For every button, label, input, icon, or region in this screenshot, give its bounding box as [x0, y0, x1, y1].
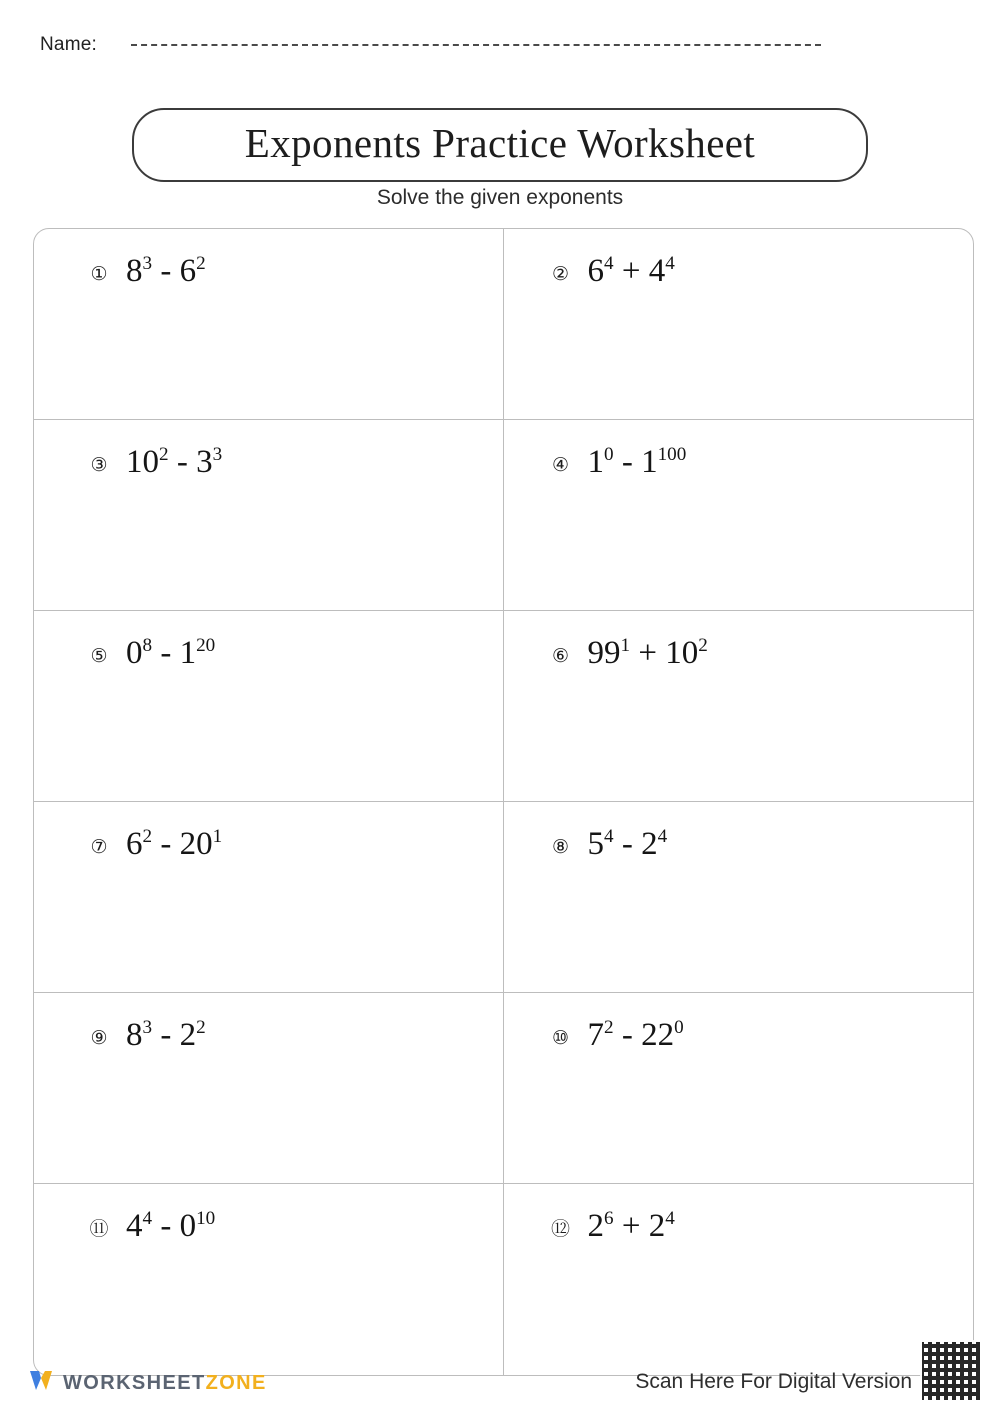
problem-number: ④ [551, 455, 570, 476]
term-base: 6 [587, 253, 604, 289]
problem-number: ① [90, 264, 108, 285]
problem-expression [588, 1017, 684, 1053]
logo-text-accent: ZONE [205, 1371, 267, 1394]
name-row [40, 34, 840, 56]
term-exponent: 4 [665, 253, 675, 274]
term-exponent: 2 [159, 444, 169, 465]
problem-number: ⑤ [90, 646, 108, 667]
problem-expression [588, 1208, 675, 1244]
term-base: 2 [641, 826, 658, 862]
term-exponent: 20 [196, 635, 216, 656]
worksheet-zone-logo[interactable] [28, 1368, 267, 1398]
problem-cell[interactable] [504, 993, 974, 1184]
name-label: Name: [40, 34, 97, 55]
problem-expression [588, 826, 668, 862]
problem-expression [126, 1208, 215, 1244]
problem-cell[interactable] [34, 1184, 504, 1375]
term-base: 20 [179, 826, 213, 862]
problem-number: ② [551, 264, 570, 285]
term-exponent: 4 [142, 1208, 153, 1229]
term-exponent: 3 [142, 253, 153, 274]
term-base: 4 [648, 253, 666, 289]
problem-expression [126, 253, 206, 289]
term-exponent: 3 [142, 1017, 153, 1038]
term-exponent: 2 [196, 1017, 206, 1038]
term-base: 1 [179, 635, 197, 671]
term-base: 3 [196, 444, 213, 480]
term-exponent: 0 [604, 444, 614, 465]
operator: + [621, 253, 641, 289]
term-base: 0 [179, 1208, 197, 1244]
qr-code-icon[interactable] [920, 1340, 982, 1402]
term-exponent: 6 [604, 1208, 614, 1229]
problem-expression [588, 444, 687, 480]
problem-number: ③ [90, 455, 108, 476]
term-exponent: 4 [604, 826, 614, 847]
problem-cell[interactable] [504, 611, 974, 802]
logo-v-icon [28, 1368, 54, 1398]
term-exponent: 2 [604, 1017, 614, 1038]
term-base: 0 [126, 635, 143, 671]
term-base: 10 [665, 635, 699, 671]
page-title: Exponents Practice Worksheet [244, 120, 756, 166]
term-exponent: 1 [620, 635, 631, 656]
problem [34, 1208, 503, 1244]
term-exponent: 1 [212, 826, 223, 847]
name-write-line[interactable] [131, 43, 821, 46]
footer [0, 1348, 1000, 1408]
term-exponent: 8 [142, 635, 153, 656]
term-base: 1 [587, 444, 604, 480]
term-base: 8 [126, 253, 143, 289]
term-base: 22 [641, 1017, 675, 1053]
term-exponent: 4 [604, 253, 614, 274]
problem-number: ⑦ [90, 837, 108, 858]
operator: - [160, 826, 172, 862]
problem [504, 253, 974, 289]
term-exponent: 3 [212, 444, 223, 465]
operator: - [176, 444, 188, 480]
problem-cell[interactable] [504, 802, 974, 993]
operator: + [621, 1208, 641, 1244]
term-base: 2 [179, 1017, 197, 1053]
problem-number: ⑩ [551, 1028, 570, 1049]
term-base: 2 [648, 1208, 666, 1244]
problem [34, 1017, 503, 1053]
term-exponent: 4 [657, 826, 668, 847]
term-base: 99 [587, 635, 621, 671]
operator: - [621, 1017, 633, 1053]
operator: - [621, 444, 633, 480]
problem-number: ⑪ [89, 1219, 109, 1240]
problem-cell[interactable] [34, 611, 504, 802]
problem [504, 1017, 974, 1053]
operator: - [160, 1208, 172, 1244]
problem-cell[interactable] [504, 229, 974, 420]
problem-number: ⑧ [551, 837, 570, 858]
problem-expression [126, 635, 215, 671]
logo-text [63, 1372, 267, 1395]
problem-number: ⑥ [551, 646, 570, 667]
term-exponent: 2 [142, 826, 153, 847]
problem-expression [126, 1017, 206, 1053]
problem [504, 1208, 974, 1244]
problem [504, 444, 974, 480]
term-base: 6 [126, 826, 143, 862]
problem-number: ⑨ [90, 1028, 108, 1049]
scan-instruction-text: Scan Here For Digital Version [635, 1370, 912, 1393]
problem [34, 635, 503, 671]
operator: - [160, 635, 172, 671]
title-pill [132, 108, 868, 182]
term-exponent: 0 [674, 1017, 684, 1038]
problem-expression [588, 635, 708, 671]
term-base: 7 [587, 1017, 604, 1053]
term-exponent: 4 [665, 1208, 675, 1229]
problem [34, 826, 503, 862]
problem-expression [126, 444, 222, 480]
operator: - [160, 253, 172, 289]
problem-cell[interactable] [504, 1184, 974, 1375]
worksheet-instructions: Solve the given exponents [376, 186, 624, 209]
term-base: 4 [126, 1208, 143, 1244]
term-exponent: 2 [196, 253, 206, 274]
term-exponent: 100 [657, 444, 687, 465]
worksheet-title-container [0, 108, 1000, 182]
problem [504, 826, 974, 862]
problem-number: ⑫ [550, 1219, 570, 1240]
problem [34, 444, 503, 480]
operator: - [621, 826, 633, 862]
problem-cell[interactable] [504, 420, 974, 611]
operator: - [160, 1017, 172, 1053]
term-exponent: 10 [196, 1208, 216, 1229]
problem [34, 253, 503, 289]
term-base: 8 [126, 1017, 143, 1053]
problem-cell[interactable] [34, 802, 504, 993]
term-base: 2 [587, 1208, 604, 1244]
logo-text-primary: WORKSHEET [63, 1371, 206, 1394]
term-base: 1 [641, 444, 658, 480]
problem-cell[interactable] [34, 420, 504, 611]
problems-grid [33, 228, 974, 1376]
term-exponent: 2 [698, 635, 708, 656]
term-base: 5 [587, 826, 604, 862]
problem-cell[interactable] [34, 229, 504, 420]
problem-cell[interactable] [34, 993, 504, 1184]
term-base: 10 [126, 444, 159, 480]
problem-expression [126, 826, 222, 862]
operator: + [638, 635, 657, 671]
term-base: 6 [179, 253, 197, 289]
problem [504, 635, 974, 671]
problem-expression [588, 253, 675, 289]
